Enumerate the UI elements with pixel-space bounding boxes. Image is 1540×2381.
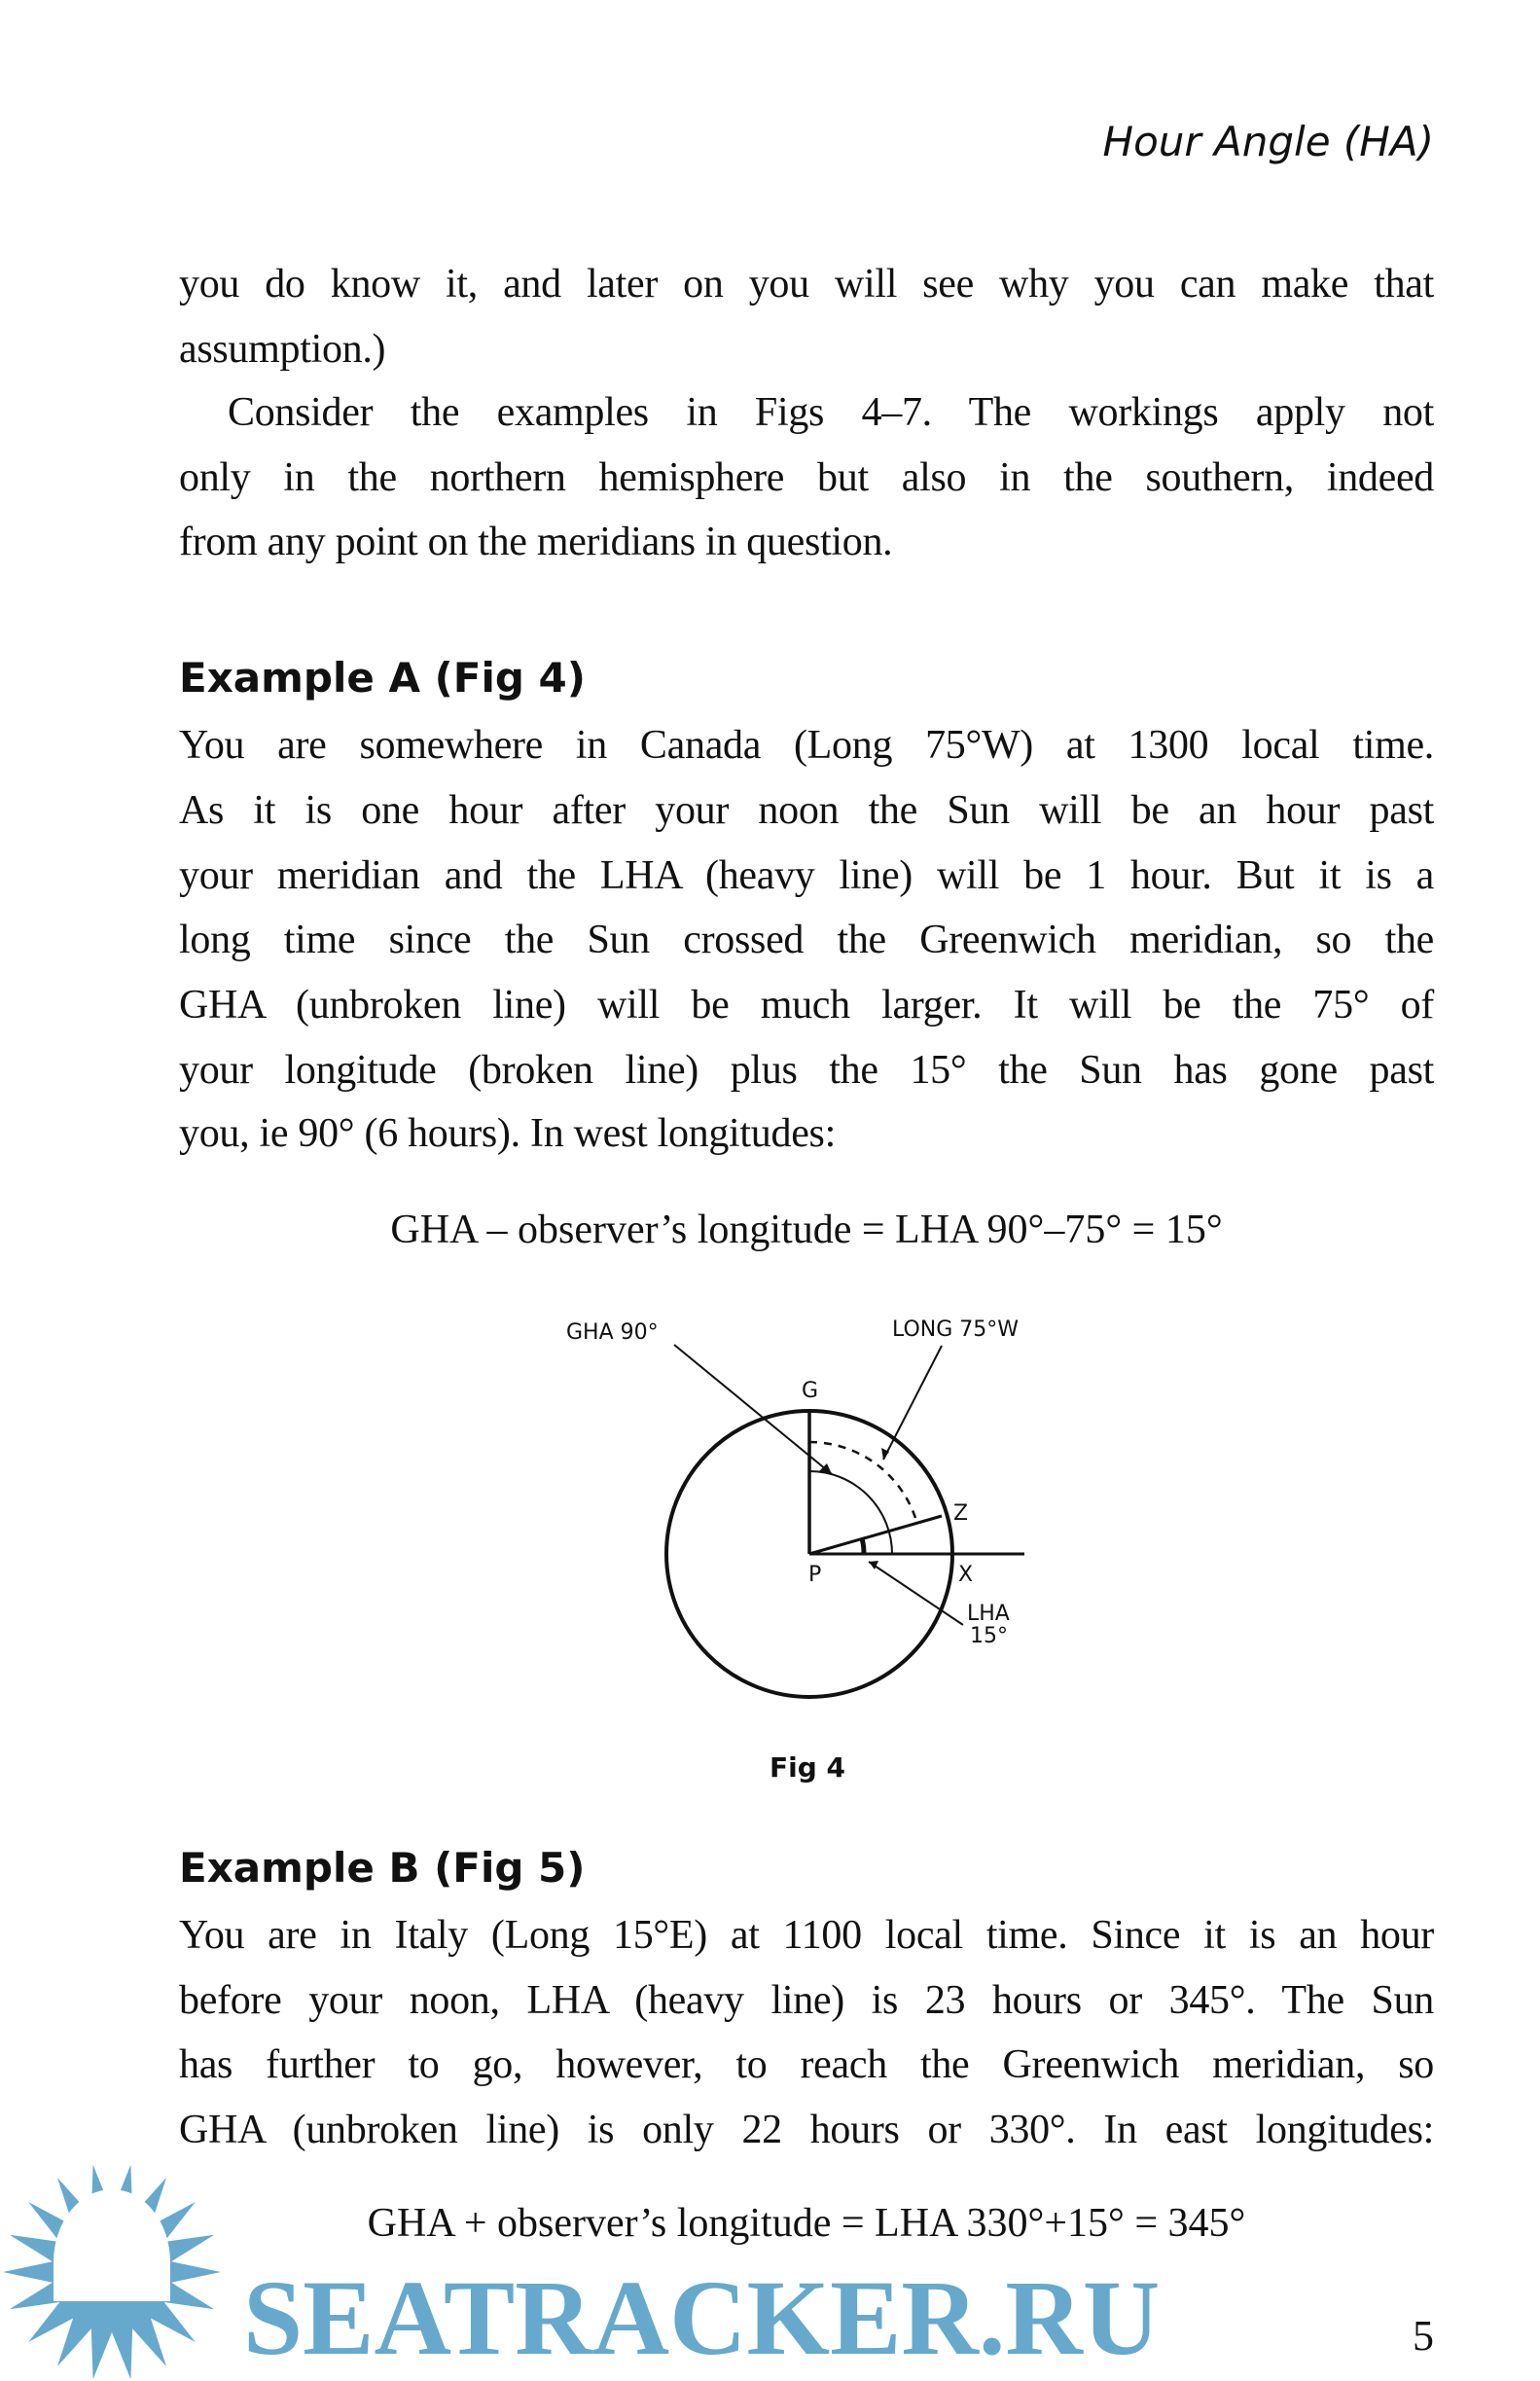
label-g: G — [802, 1379, 819, 1403]
body-line: Consider the examples in Figs 4–7. The workings apply not — [228, 390, 1434, 435]
label-gha: GHA 90° — [566, 1320, 659, 1345]
label-p: P — [808, 1563, 822, 1587]
example-a-heading: Example A (Fig 4) — [179, 654, 586, 702]
body-line: GHA (unbroken line) is only 22 hours or 330°. In east longitudes: — [179, 2108, 1434, 2152]
label-x: X — [958, 1563, 974, 1587]
body-line: you, ie 90° (6 hours). In west longitudes: — [179, 1111, 836, 1156]
body-line: GHA (unbroken line) will be much larger. It will be the 75° of — [179, 983, 1434, 1028]
watermark-sun-logo — [0, 2155, 233, 2381]
running-header: Hour Angle (HA) — [1102, 118, 1434, 165]
body-line: You are somewhere in Canada (Long 75°W) at 1300 local time. — [179, 723, 1434, 768]
meridian-pz — [809, 1516, 942, 1554]
body-line: only in the northern hemisphere but also in the southern, indeed — [179, 455, 1434, 500]
equation-a: GHA – observer’s longitude = LHA 90°–75° = 15° — [390, 1208, 1223, 1252]
page-number: 5 — [1413, 2312, 1434, 2360]
example-b-heading: Example B (Fig 5) — [179, 1844, 586, 1892]
body-line: assumption.) — [179, 327, 386, 372]
body-line: long time since the Sun crossed the Greenwich meridian, so the — [179, 918, 1434, 962]
equation-b: GHA + observer’s longitude = LHA 330°+15° = 345° — [367, 2201, 1246, 2246]
body-line: from any point on the meridians in question. — [179, 520, 893, 564]
lha-arc — [862, 1538, 864, 1554]
body-line: your meridian and the LHA (heavy line) will be 1 hour. But it is a — [179, 853, 1434, 898]
body-line: As it is one hour after your noon the Sun will be an hour past — [179, 788, 1434, 833]
long-pointer — [883, 1346, 942, 1460]
body-line: you do know it, and later on you will see why you can make that — [179, 262, 1434, 307]
body-line: has further to go, however, to reach the Greenwich meridian, so — [179, 2042, 1434, 2087]
body-line: before your noon, LHA (heavy line) is 23 hours or 345°. The Sun — [179, 1978, 1434, 2023]
label-lha-value: 15° — [970, 1624, 1008, 1648]
lha-pointer — [869, 1562, 963, 1625]
figure-caption: Fig 4 — [770, 1751, 845, 1784]
body-line: your longitude (broken line) plus the 15° the Sun has gone past — [179, 1048, 1434, 1093]
longitude-arc-dashed — [809, 1442, 915, 1518]
body-line: You are in Italy (Long 15°E) at 1100 local time. Since it is an hour — [179, 1913, 1434, 1958]
watermark-text: SEATRACKER.RU — [243, 2258, 1161, 2377]
label-long: LONG 75°W — [892, 1317, 1020, 1342]
label-lha: LHA — [967, 1602, 1010, 1626]
label-z: Z — [953, 1501, 969, 1526]
